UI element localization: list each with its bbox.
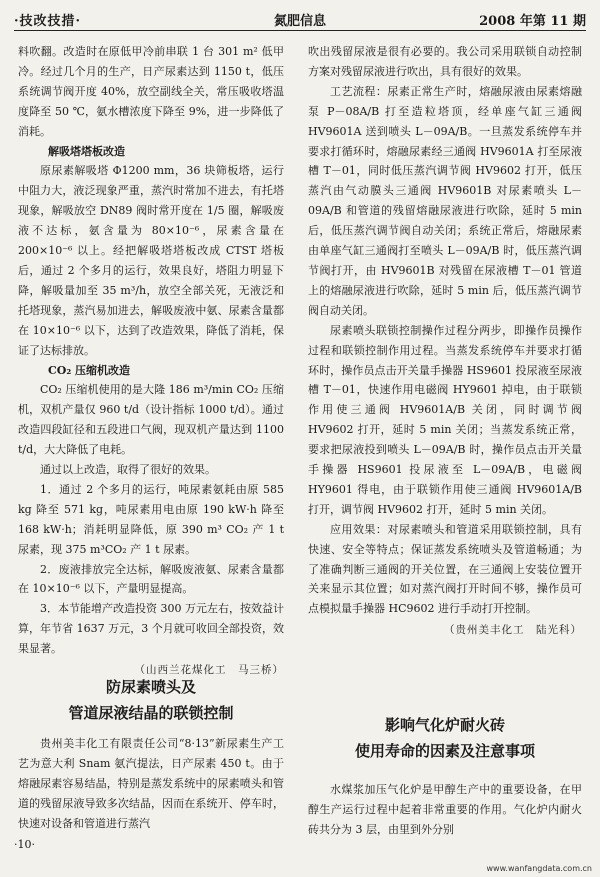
title-line: 使用寿命的因素及注意事项: [354, 742, 535, 760]
paragraph: 原尿素解吸塔 Φ1200 mm，36 块筛板塔，运行中阻力大，液泛现象严重，蒸汽时常加不进去，有托塔现象，解吸放空 DN89 阀时常开度在 1/5 圈，解吸废液不达标，氨含量为 80×10⁻⁶，尿素含量在 200×10⁻⁶ 以上。经把解吸塔塔板改成 CTST 塔板后，通过 2 个多月的运行，效果良好，塔阻力明显下降，解吸量加至 35 m³/h，放空全部关死，无液泛和托塔现象，蒸汽易加进去，解吸废液中氨、尿素含量都在 10×10⁻⁶ 以下，达到了改造效果，降低了消耗，保证了达标排放。: [18, 164, 284, 357]
article-body: [18, 734, 284, 834]
right-column: [308, 42, 582, 641]
section-heading: 解吸塔塔板改造: [48, 144, 125, 158]
paragraph: 通过以上改造，取得了很好的效果。: [40, 463, 216, 477]
article-body: [308, 780, 582, 840]
paragraph: 应用效果：对尿素喷头和管道采用联锁控制，具有快速、安全等特点；保证蒸发系统喷头及管道畅通；为了准确判断三通阀的开关位置，在三通阀上安装位置开关来显示其位置；如对蒸汽阀打开时间不够，操作员可点模拟量手操器 HC9602 进行手动打开控制。: [308, 522, 582, 616]
author-credit: （山西兰花煤化工 马三桥）: [134, 664, 284, 677]
watermark-url: www.wanfangdata.com.cn: [486, 864, 592, 873]
article-title: [308, 712, 582, 764]
paragraph: 工艺流程：尿素正常生产时，熔融尿液由尿素熔融泵 P－08A/B 打至造粒塔顶，经单座气缸三通阀 HV9601A 送到喷头 L－09A/B。一旦蒸发系统停车并要求打循环时，熔融尿素经三通阀 HV9601A 打至尿液槽 T－01，同时低压蒸汽调节阀 HV9602 打开，低压蒸汽由气动膜头三通阀 HV9601B 对尿素喷头 L－09A/B 和管道的残留熔融尿液进行吹除，延时 5 min 后，低压蒸汽调节阀自动关闭；系统正常后，熔融尿素由单座气缸三通阀打至喷头 L－09A/B 时，低压蒸汽调节阀打开，由 HV9601B 对残留在尿液槽 T－01 管道上的熔融尿液进行吹除，延时 5 min 后，低压蒸汽调节阀自动关闭。: [308, 84, 582, 317]
issue-label: 2008 年第 11 期: [479, 14, 586, 29]
title-line: 管道尿液结晶的联锁控制: [68, 704, 234, 722]
left-column: [18, 42, 284, 681]
article-title: [18, 674, 284, 726]
paragraph: 尿素喷头联锁控制操作过程分两步，即操作员操作过程和联锁控制作用过程。当蒸发系统停车并要求打循环时，操作员点击开关量手操器 HS9601 投尿液至尿液槽 T－01，快速作用电磁阀 HY9601 掉电，由于联锁作用使三通阀 HV9601A/B 关闭，同时调节阀 HV9602 打开，延时 5 min 关闭；当蒸发系统正常，要求把尿液投到喷头 L－09A/B 时，操作员点击开关量手操器 HS9601 投尿液至 L－09A/B，电磁阀 HY9601 得电，由于联锁作用使三通阀 HV9601A/B 打开，调节阀 HV9602 打开，延时 5 min 关闭。: [308, 323, 582, 516]
title-line: 影响气化炉耐火砖: [384, 716, 505, 734]
section-heading: CO₂ 压缩机改造: [48, 363, 130, 377]
page-number: ·10·: [14, 838, 35, 851]
paragraph: 1．通过 2 个多月的运行，吨尿素氨耗由原 585 kg 降至 571 kg，吨尿素用电由原 190 kW·h 降至 168 kW·h；消耗明显降低，原 390 m³ CO₂ 产 1 t 尿素，现 375 m³CO₂ 产 1 t 尿素。: [18, 482, 284, 556]
paragraph: 2．废液排放完全达标，解吸废液氨、尿素含量都在 10×10⁻⁶ 以下，产量明显提高。: [18, 562, 284, 596]
header-rule: [14, 30, 586, 31]
paragraph: 贵州美丰化工有限责任公司“8·13”新尿素生产工艺为意大利 Snam 氨汽提法，日产尿素 450 t。由于熔融尿素容易结晶，特别是蒸发系统中的尿素喷头和管道的残留尿液导致多次结晶，因而在系统开、停车时，快速对设备和管道进行蒸汽: [18, 737, 284, 830]
page-header: [0, 0, 600, 34]
paragraph: CO₂ 压缩机使用的是大隆 186 m³/min CO₂ 压缩机，双机产量仅 960 t/d（设计指标 1000 t/d）。通过改造四段缸径和五段进口气阀，现双机产量达到 1100 t/d，大大降低了电耗。: [18, 383, 284, 457]
author-credit: （贵州美丰化工 陆光科）: [444, 624, 582, 637]
title-line: 防尿素喷头及: [105, 678, 196, 696]
paragraph: 吹出残留尿液是很有必要的。我公司采用联锁自动控制方案对残留尿液进行吹出，具有很好的效果。: [308, 45, 582, 78]
journal-name: 氮肥信息: [273, 14, 326, 29]
paragraph: 料吹翻。改造时在原低甲冷前串联 1 台 301 m² 低甲冷。经过几个月的生产，日产尿素达到 1150 t，低压系统调节阀开度 40%，放空副线全关，常压吸收塔温度降至 50 ℃，氨水槽浓度下降至 9%，进一步降低了消耗。: [18, 45, 284, 138]
paragraph: 3．本节能增产改造投资 300 万元左右，按效益计算，年节省 1637 万元，3 个月就可收回全部投资，效果显著。: [18, 602, 284, 656]
section-label: ·技改技措·: [14, 14, 82, 29]
paragraph: 水煤浆加压气化炉是甲醇生产中的重要设备，在甲醇生产运行过程中起着非常重要的作用。气化炉内耐火砖共分为 3 层，由里到外分别: [308, 783, 582, 836]
